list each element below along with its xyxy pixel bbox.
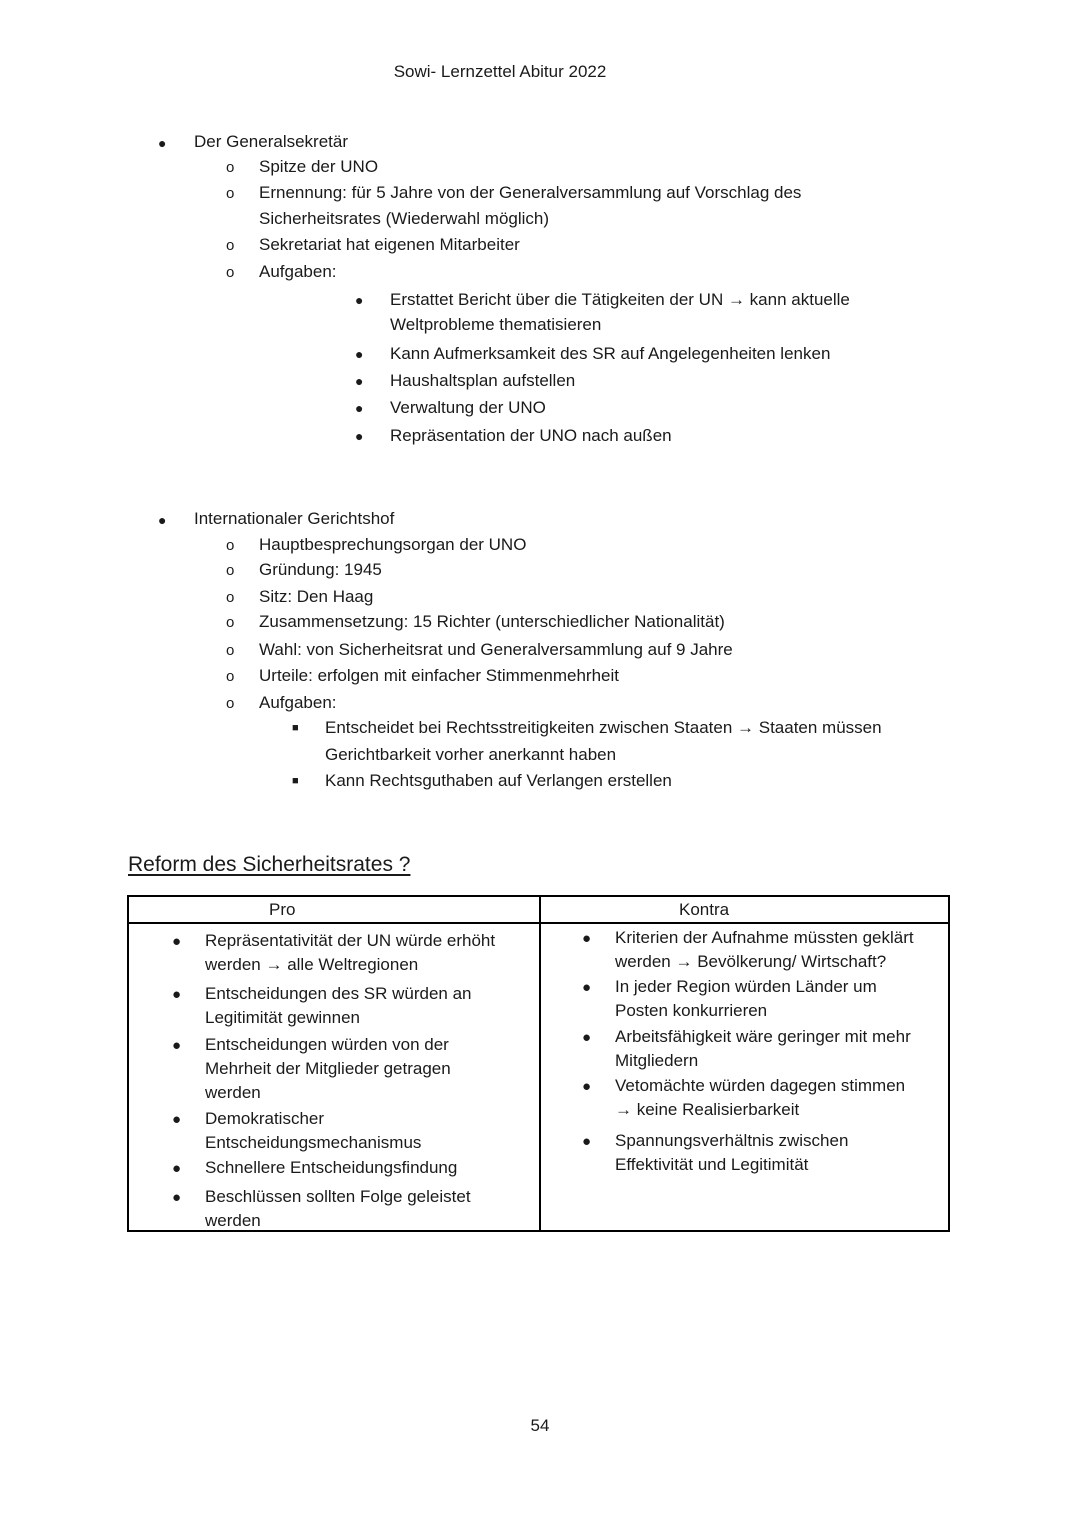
pro-item [205, 929, 495, 977]
pro-item [205, 1107, 421, 1155]
bullet-icon: ● [158, 135, 167, 151]
bullet-icon: ● [582, 1078, 592, 1095]
circle-bullet-icon: o [226, 562, 235, 579]
task-item-continuation: Weltprobleme thematisieren [390, 315, 602, 334]
pro-column-header: Pro [269, 900, 296, 919]
pro-item-line: werden [205, 1083, 261, 1102]
task-item-continuation: Gerichtbarkeit vorher anerkannt haben [325, 745, 617, 764]
pro-item-line: Repräsentativität der UN würde erhöht [205, 931, 496, 950]
circle-bullet-icon: o [226, 589, 235, 606]
contra-item-line: Kriterien der Aufnahme müssten geklärt [615, 928, 914, 947]
bullet-icon: ● [355, 400, 364, 416]
table-divider [539, 897, 541, 1230]
table-header-divider [129, 922, 948, 924]
contra-item [615, 1074, 905, 1122]
list-item: Ernennung: für 5 Jahre von der Generalversammlung auf Vorschlag des [259, 183, 802, 202]
pro-item-line: Beschlüssen sollten Folge geleistet [205, 1187, 471, 1206]
contra-item-line: werden → Bevölkerung/ Wirtschaft? [615, 952, 887, 971]
pro-item [205, 1033, 451, 1105]
contra-column-header: Kontra [679, 900, 730, 919]
contra-item-line: Vetomächte würden dagegen stimmen [615, 1076, 906, 1095]
task-item: Kann Rechtsguthaben auf Verlangen erstellen [325, 771, 672, 790]
pro-item [205, 1156, 457, 1180]
list-item: Wahl: von Sicherheitsrat und Generalversammlung auf 9 Jahre [259, 640, 733, 659]
contra-item [615, 1025, 911, 1073]
list-item: Urteile: erfolgen mit einfacher Stimmenmehrheit [259, 666, 619, 685]
pro-item-line: Entscheidungen des SR würden an [205, 984, 472, 1003]
circle-bullet-icon: o [226, 185, 235, 202]
circle-bullet-icon: o [226, 668, 235, 685]
circle-bullet-icon: o [226, 642, 235, 659]
bullet-icon: ● [355, 292, 364, 308]
list-item-continuation: Sicherheitsrates (Wiederwahl möglich) [259, 209, 550, 228]
section-heading: Internationaler Gerichtshof [194, 509, 395, 528]
bullet-icon: ● [582, 979, 592, 996]
contra-item-line: Arbeitsfähigkeit wäre geringer mit mehr [615, 1027, 911, 1046]
pro-item [205, 982, 472, 1030]
pro-contra-table [127, 895, 950, 1232]
pro-item-line: Demokratischer [205, 1109, 325, 1128]
circle-bullet-icon: o [226, 237, 235, 254]
contra-item-line: Mitgliedern [615, 1051, 699, 1070]
contra-item-line: Effektivität und Legitimität [615, 1155, 809, 1174]
contra-item-line: Spannungsverhältnis zwischen [615, 1131, 849, 1150]
bullet-icon: ● [355, 373, 364, 389]
bullet-icon: ● [582, 1029, 592, 1046]
bullet-icon: ● [355, 346, 364, 362]
contra-item-line: In jeder Region würden Länder um [615, 977, 877, 996]
list-item: Spitze der UNO [259, 157, 379, 176]
circle-bullet-icon: o [226, 537, 235, 554]
bullet-icon: ● [158, 512, 167, 528]
list-item: Sekretariat hat eigenen Mitarbeiter [259, 235, 520, 254]
pro-item-line: werden → alle Weltregionen [205, 955, 419, 974]
task-item: Verwaltung der UNO [390, 398, 546, 417]
list-item: Hauptbesprechungsorgan der UNO [259, 535, 527, 554]
list-item: Aufgaben: [259, 262, 337, 281]
square-bullet-icon: ■ [292, 722, 299, 734]
task-item: Repräsentation der UNO nach außen [390, 426, 672, 445]
task-item: Haushaltsplan aufstellen [390, 371, 576, 390]
square-bullet-icon: ■ [292, 775, 299, 787]
pro-item-line: werden [205, 1211, 261, 1230]
bullet-icon: ● [172, 933, 182, 950]
contra-item-line: Posten konkurrieren [615, 1001, 768, 1020]
pro-item-line: Entscheidungen würden von der [205, 1035, 449, 1054]
task-item: Erstattet Bericht über die Tätigkeiten der UN → kann aktuelle [390, 290, 850, 309]
contra-item-line: → keine Realisierbarkeit [615, 1100, 800, 1119]
bullet-icon: ● [172, 1037, 182, 1054]
contra-item [615, 926, 914, 974]
list-item: Aufgaben: [259, 693, 337, 712]
pro-item-line: Schnellere Entscheidungsfindung [205, 1158, 458, 1177]
circle-bullet-icon: o [226, 695, 235, 712]
circle-bullet-icon: o [226, 159, 235, 176]
pro-item-line: Mehrheit der Mitglieder getragen [205, 1059, 451, 1078]
bullet-icon: ● [582, 930, 592, 947]
circle-bullet-icon: o [226, 614, 235, 631]
bullet-icon: ● [582, 1133, 592, 1150]
pro-item [205, 1185, 471, 1233]
contra-item [615, 975, 877, 1023]
bullet-icon: ● [172, 1189, 182, 1206]
page-number: 54 [530, 1416, 550, 1435]
bullet-icon: ● [172, 1111, 182, 1128]
list-item: Gründung: 1945 [259, 560, 382, 579]
bullet-icon: ● [172, 986, 182, 1003]
circle-bullet-icon: o [226, 264, 235, 281]
pro-item-line: Legitimität gewinnen [205, 1008, 360, 1027]
task-item: Entscheidet bei Rechtsstreitigkeiten zwischen Staaten → Staaten müssen [325, 718, 882, 737]
page-header-title: Sowi- Lernzettel Abitur 2022 [393, 62, 607, 81]
contra-item [615, 1129, 848, 1177]
bullet-icon: ● [172, 1160, 182, 1177]
list-item: Sitz: Den Haag [259, 587, 374, 606]
list-item: Zusammensetzung: 15 Richter (unterschiedlicher Nationalität) [259, 612, 725, 631]
bullet-icon: ● [355, 428, 364, 444]
section-heading: Der Generalsekretär [194, 132, 349, 151]
task-item: Kann Aufmerksamkeit des SR auf Angelegenheiten lenken [390, 344, 831, 363]
section-title-reform: Reform des Sicherheitsrates ? [128, 853, 411, 876]
pro-item-line: Entscheidungsmechanismus [205, 1133, 422, 1152]
